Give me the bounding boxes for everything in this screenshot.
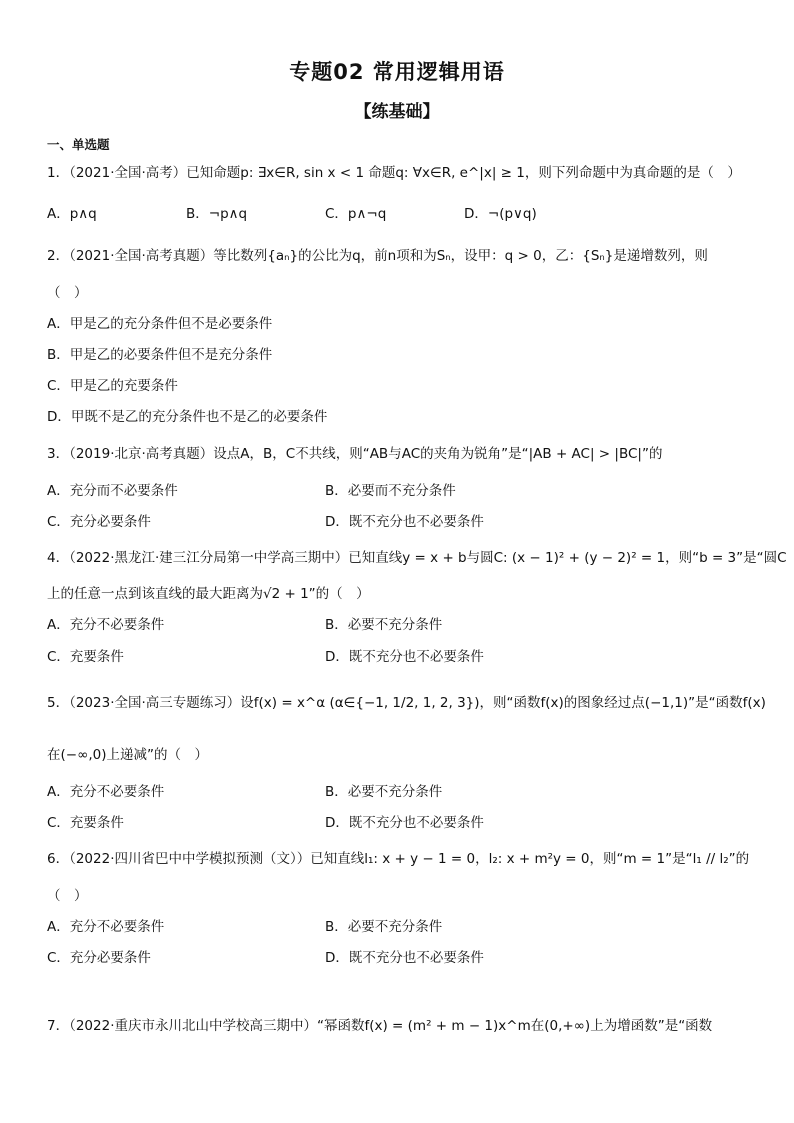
question-2-option-b: B．甲是乙的必要条件但不是充分条件 xyxy=(47,347,273,363)
section-heading: 一、单选题 xyxy=(47,137,110,152)
question-5-stem-cont: 在(−∞,0)上递减”的（ ） xyxy=(47,747,208,763)
question-6-option-c: C．充分必要条件 xyxy=(47,950,151,966)
question-2-option-d: D．甲既不是乙的充分条件也不是乙的必要条件 xyxy=(47,409,328,425)
question-5-option-d: D．既不充分也不必要条件 xyxy=(325,815,484,831)
question-2-stem-cont: （ ） xyxy=(47,285,88,301)
question-2-stem: 2．（2021·全国·高考真题）等比数列{aₙ}的公比为q，前n项和为Sₙ，设甲：q > 0，乙：{Sₙ}是递增数列，则 xyxy=(47,248,708,264)
question-6-option-b: B．必要不充分条件 xyxy=(325,919,443,935)
question-4-option-b: B．必要不充分条件 xyxy=(325,617,443,633)
question-1-option-a: A．p∧q xyxy=(47,206,97,222)
question-5-stem: 5．（2023·全国·高三专题练习）设f(x) = x^α (α∈{−1, 1/2, 1, 2, 3})，则“函数f(x)的图象经过点(−1,1)”是“函数f(x) xyxy=(47,695,766,711)
question-6-stem: 6．（2022·四川省巴中中学模拟预测（文））已知直线l₁: x + y − 1 = 0，l₂: x + m²y = 0，则“m = 1”是“l₁ // l₂”的 xyxy=(47,851,750,867)
question-5-option-c: C．充要条件 xyxy=(47,815,124,831)
page-title: 专题02 常用逻辑用语 xyxy=(289,60,505,84)
question-4-stem-cont: 上的任意一点到该直线的最大距离为√2 + 1”的（ ） xyxy=(47,586,370,602)
question-1-option-c: C．p∧¬q xyxy=(325,206,387,222)
question-1-stem: 1．（2021·全国·高考）已知命题p: ∃x∈R, sin x < 1 命题q: ∀x∈R, e^|x| ≥ 1，则下列命题中为真命题的是（ ） xyxy=(47,165,741,181)
question-6-option-d: D．既不充分也不必要条件 xyxy=(325,950,484,966)
question-1-option-d: D．¬(p∨q) xyxy=(464,206,537,222)
question-3-option-c: C．充分必要条件 xyxy=(47,514,151,530)
question-6-option-a: A．充分不必要条件 xyxy=(47,919,165,935)
question-3-option-d: D．既不充分也不必要条件 xyxy=(325,514,484,530)
question-2-option-a: A．甲是乙的充分条件但不是必要条件 xyxy=(47,316,273,332)
question-5-option-a: A．充分不必要条件 xyxy=(47,784,165,800)
question-3-option-b: B．必要而不充分条件 xyxy=(325,483,456,499)
question-1-option-b: B．¬p∧q xyxy=(186,206,248,222)
question-5-option-b: B．必要不充分条件 xyxy=(325,784,443,800)
question-2-option-c: C．甲是乙的充要条件 xyxy=(47,378,178,394)
question-4-option-c: C．充要条件 xyxy=(47,649,124,665)
question-6-stem-cont: （ ） xyxy=(47,888,88,904)
question-4-stem: 4．（2022·黑龙江·建三江分局第一中学高三期中）已知直线y = x + b与圆C: (x − 1)² + (y − 2)² = 1，则“b = 3”是“圆C xyxy=(47,550,787,566)
question-7-stem: 7．（2022·重庆市永川北山中学校高三期中）“幂函数f(x) = (m² + m − 1)x^m在(0,+∞)上为增函数”是“函数 xyxy=(47,1018,713,1034)
question-3-stem: 3．（2019·北京·高考真题）设点A，B，C不共线，则“AB与AC的夹角为锐角”是“|AB + AC| > |BC|”的 xyxy=(47,446,663,462)
question-4-option-d: D．既不充分也不必要条件 xyxy=(325,649,484,665)
page-subtitle: 【练基础】 xyxy=(354,102,440,122)
question-4-option-a: A．充分不必要条件 xyxy=(47,617,165,633)
question-3-option-a: A．充分而不必要条件 xyxy=(47,483,178,499)
